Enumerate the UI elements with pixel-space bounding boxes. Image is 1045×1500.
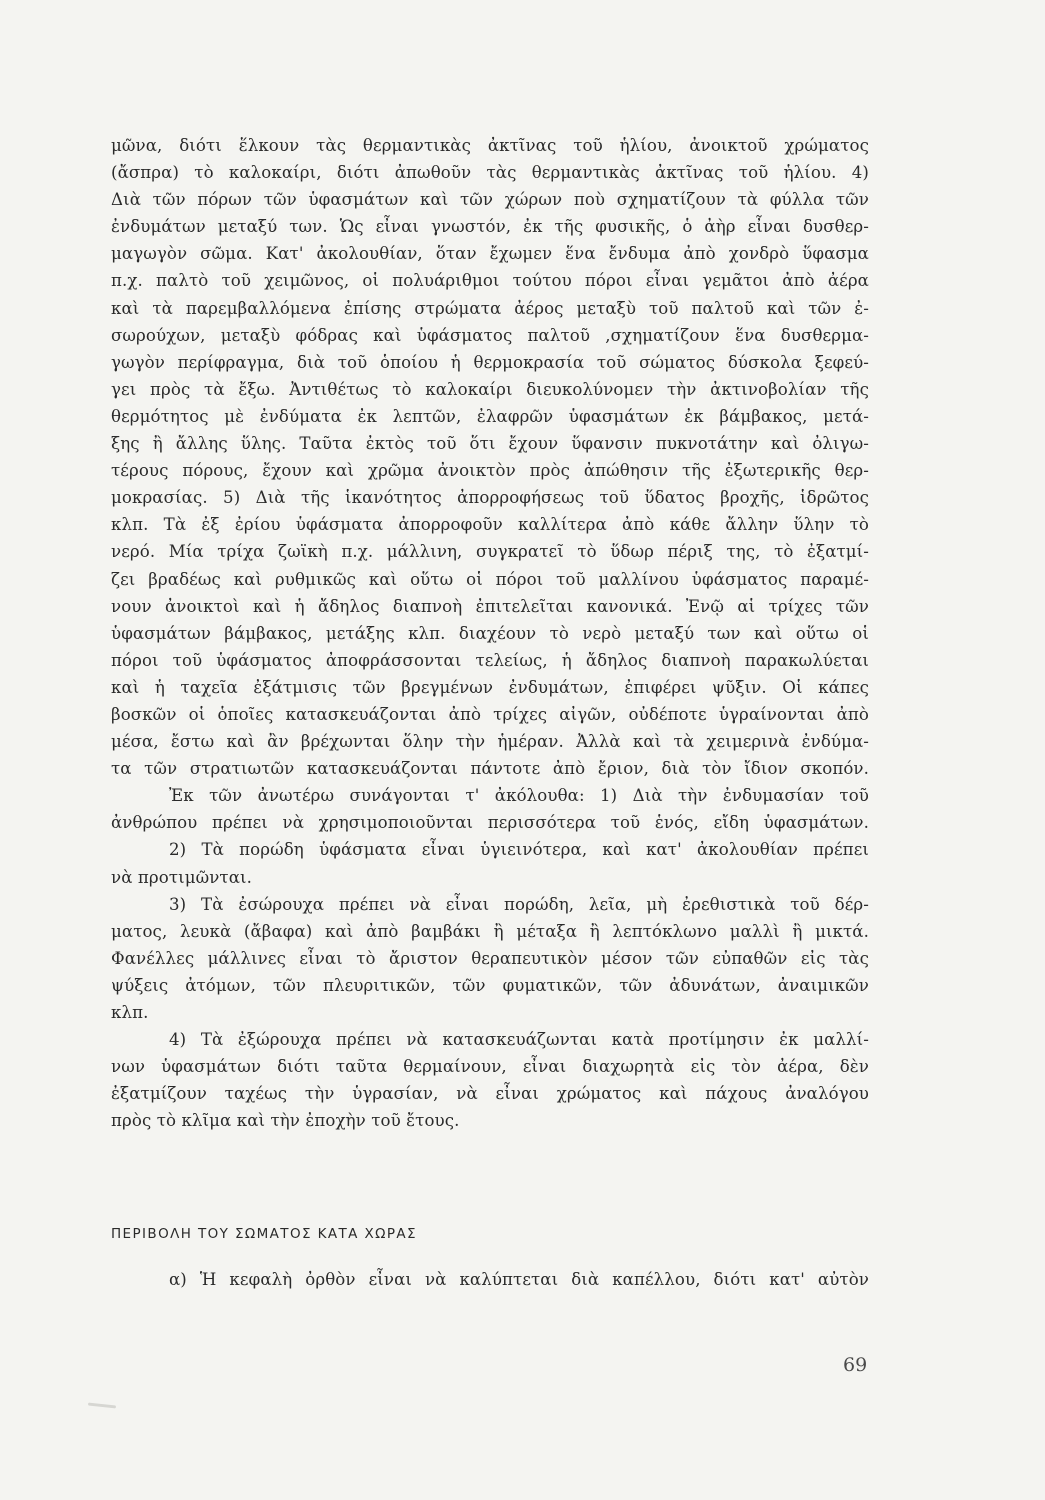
text-line: καὶ ἡ ταχεῖα ἐξάτμισις τῶν βρεγμένων ἐνδυμάτων, ἐπιφέρει ψῦξιν. Οἱ κάπες [111, 677, 869, 697]
text-line: νουν ἀνοικτοὶ καὶ ἡ ἄδηλος διαπνοὴ ἐπιτελεῖται κανονικά. Ἐνῷ αἱ τρίχες τῶν [111, 596, 869, 616]
text-line: ψύξεις ἀτόμων, τῶν πλευριτικῶν, τῶν φυματικῶν, τῶν ἀδυνάτων, ἀναιμικῶν [111, 975, 869, 995]
text-line: μῶνα, διότι ἕλκουν τὰς θερμαντικὰς ἀκτῖνας τοῦ ἡλίου, ἀνοικτοῦ χρώματος [111, 136, 869, 155]
text-line: 4) Τὰ ἐξώρουχα πρέπει νὰ κατασκευάζωνται κατὰ προτίμησιν ἐκ μαλλί- [169, 1030, 869, 1050]
page-number: 69 [843, 1354, 868, 1376]
text-line: μέσα, ἔστω καὶ ἂν βρέχωνται ὅλην τὴν ἡμέραν. Ἀλλὰ καὶ τὰ χειμερινὰ ἐνδύμα- [111, 732, 869, 752]
text-line: Διὰ τῶν πόρων τῶν ὑφασμάτων καὶ τῶν χώρων ποὺ σχηματίζουν τὰ φύλλα τῶν [111, 190, 869, 210]
text-line: 3) Τὰ ἐσώρουχα πρέπει νὰ εἶναι πορώδη, λεῖα, μὴ ἐρεθιστικὰ τοῦ δέρ- [169, 894, 869, 914]
item-a [111, 1266, 869, 1293]
text-line: ζει βραδέως καὶ ρυθμικῶς καὶ οὕτω οἱ πόροι τοῦ μαλλίνου ὑφάσματος παραμέ- [111, 569, 869, 589]
text-line: (ἄσπρα) τὸ καλοκαίρι, διότι ἀπωθοῦν τὰς θερμαντικὰς ἀκτῖνας τοῦ ἡλίου. 4) [111, 163, 869, 183]
main-text [111, 132, 869, 1134]
text-line: Ἐκ τῶν ἀνωτέρω συνάγονται τ' ἀκόλουθα: 1) Διὰ τὴν ἐνδυμασίαν τοῦ [169, 786, 869, 806]
text-line: τέρους πόρους, ἔχουν καὶ χρῶμα ἀνοικτὸν πρὸς ἀπώθησιν τῆς ἐξωτερικῆς θερ- [111, 461, 869, 481]
text-line: τα τῶν στρατιωτῶν κατασκευάζονται πάντοτε ἀπὸ ἔριον, διὰ τὸν ἴδιον σκοπόν. [111, 759, 869, 779]
text-line: βοσκῶν οἱ ὁποῖες κατασκευάζονται ἀπὸ τρίχες αἰγῶν, οὐδέποτε ὑγραίνονται ἀπὸ [111, 704, 869, 724]
text-line: μοκρασίας. 5) Διὰ τῆς ἱκανότητος ἀπορροφήσεως τοῦ ὕδατος βροχῆς, ἱδρῶτος [111, 488, 869, 508]
text-line: πόροι τοῦ ὑφάσματος ἀποφράσσονται τελείως, ἡ ἄδηλος διαπνοὴ παρακωλύεται [111, 650, 869, 670]
text-line: καὶ τὰ παρεμβαλλόμενα ἐπίσης στρώματα ἀέρος μεταξὺ τοῦ παλτοῦ καὶ τῶν ἐ- [111, 298, 869, 318]
text-line: Φανέλλες μάλλινες εἶναι τὸ ἄριστον θεραπευτικὸν μέσον τῶν εὐπαθῶν εἰς τὰς [111, 948, 869, 968]
text-line: π.χ. παλτὸ τοῦ χειμῶνος, οἱ πολυάριθμοι τούτου πόροι εἶναι γεμᾶτοι ἀπὸ ἀέρα [111, 271, 869, 291]
text-line: ἀνθρώπου πρέπει νὰ χρησιμοποιοῦνται περισσότερα τοῦ ἑνός, εἴδη ὑφασμάτων. [111, 813, 869, 833]
scan-smudge [88, 1403, 116, 1409]
text-line: κλπ. [111, 1003, 149, 1022]
text-line: κλπ. Τὰ ἐξ ἐρίου ὑφάσματα ἀπορροφοῦν καλλίτερα ἀπὸ κάθε ἄλλην ὕλην τὸ [111, 515, 869, 535]
text-line: γει πρὸς τὰ ἔξω. Ἀντιθέτως τὸ καλοκαίρι διευκολύνομεν τὴν ἀκτινοβολίαν τῆς [111, 379, 869, 399]
text-line: νων ὑφασμάτων διότι ταῦτα θερμαίνουν, εἶναι διαχωρητὰ εἰς τὸν ἀέρα, δὲν [111, 1057, 869, 1077]
text-line: 2) Τὰ πορώδη ὑφάσματα εἶναι ὑγιεινότερα, καὶ κατ' ἀκολουθίαν πρέπει [169, 840, 869, 860]
text-line: νὰ προτιμῶνται. [111, 867, 252, 887]
text-line: σωρούχων, μεταξὺ φόδρας καὶ ὑφάσματος παλτοῦ ,σχηματίζουν ἕνα δυσθερμα- [111, 325, 869, 345]
text-line: ὑφασμάτων βάμβακος, μετάξης κλπ. διαχέουν τὸ νερὸ μεταξύ των καὶ οὕτω οἱ [111, 623, 869, 643]
text-line: ξης ἢ ἄλλης ὕλης. Ταῦτα ἐκτὸς τοῦ ὅτι ἔχουν ὕφανσιν πυκνοτάτην καὶ ὀλιγω- [111, 434, 869, 454]
text-line: μαγωγὸν σῶμα. Κατ' ἀκολουθίαν, ὅταν ἔχωμεν ἕνα ἔνδυμα ἀπὸ χονδρὸ ὕφασμα [111, 244, 869, 264]
text-line: α) Ἡ κεφαλὴ ὀρθὸν εἶναι νὰ καλύπτεται διὰ καπέλλου, διότι κατ' αὐτὸν [169, 1270, 869, 1289]
section-heading: ΠΕΡΙΒΟΛΗ ΤΟΥ ΣΩΜΑΤΟΣ ΚΑΤΑ ΧΩΡΑΣ [111, 1226, 417, 1242]
text-line: θερμότητος μὲ ἐνδύματα ἐκ λεπτῶν, ἐλαφρῶν ὑφασμάτων ἐκ βάμβακος, μετά- [111, 406, 869, 426]
text-line: πρὸς τὸ κλῖμα καὶ τὴν ἐποχὴν τοῦ ἔτους. [111, 1111, 460, 1131]
text-line: ἐνδυμάτων μεταξύ των. Ὡς εἶναι γνωστόν, ἐκ τῆς φυσικῆς, ὁ ἀὴρ εἶναι δυσθερ- [111, 217, 869, 237]
text-line: νερό. Μία τρίχα ζωϊκὴ π.χ. μάλλινη, συγκρατεῖ τὸ ὕδωρ πέριξ της, τὸ ἐξατμί- [111, 542, 869, 562]
text-line: γωγὸν περίφραγμα, διὰ τοῦ ὁποίου ἡ θερμοκρασία τοῦ σώματος δύσκολα ξεφεύ- [111, 352, 869, 372]
text-line: ματος, λευκὰ (ἄβαφα) καὶ ἀπὸ βαμβάκι ἢ μέταξα ἢ λεπτόκλωνο μαλλὶ ἢ μικτά. [111, 921, 869, 941]
text-line: ἐξατμίζουν ταχέως τὴν ὑγρασίαν, νὰ εἶναι χρώματος καὶ πάχους ἀναλόγου [111, 1084, 869, 1104]
